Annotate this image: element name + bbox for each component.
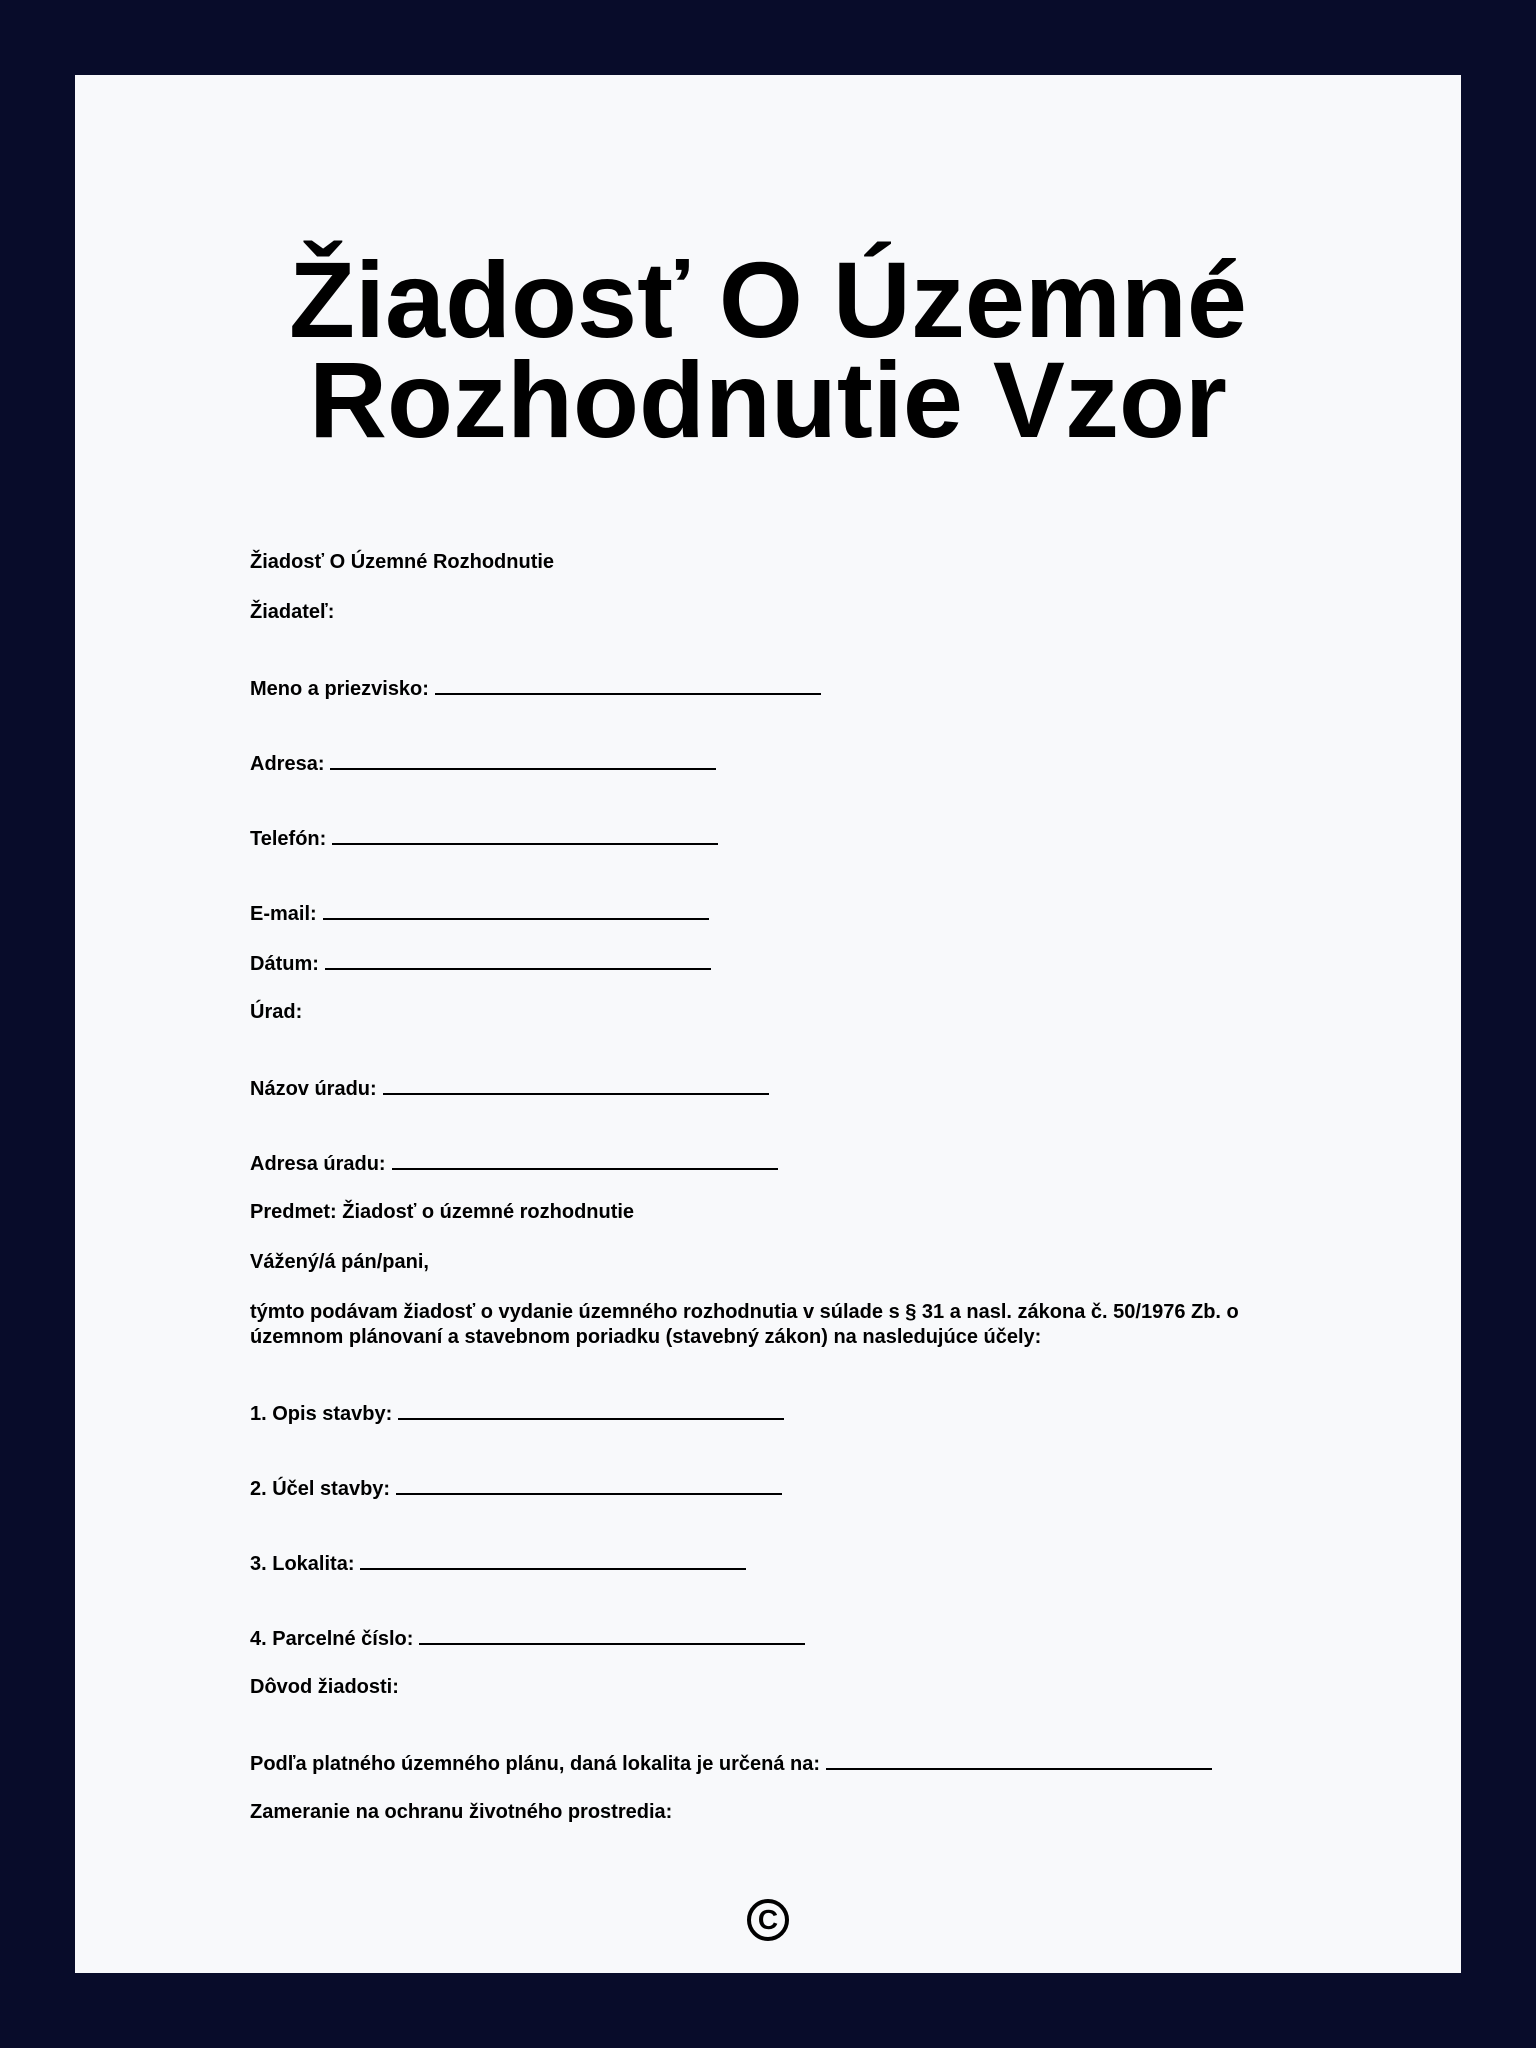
name-field-row <box>250 675 1330 702</box>
item-4-label: 4. Parcelné číslo: <box>250 1628 414 1650</box>
item-3-label: 3. Lokalita: <box>250 1553 355 1575</box>
applicant-section-label: Žiadateľ: <box>250 601 335 623</box>
item-2-label: 2. Účel stavby: <box>250 1478 391 1500</box>
salutation: Vážený/á pán/pani, <box>250 1251 429 1273</box>
item-1-label: 1. Opis stavby: <box>250 1403 393 1425</box>
address-label: Adresa: <box>250 753 325 775</box>
title-line-1: Žiadosť O Územné <box>289 239 1247 360</box>
item-3-field-row <box>250 1550 1330 1577</box>
name-label: Meno a priezvisko: <box>250 678 429 700</box>
plan-label: Podľa platného územného plánu, daná lokalita je určená na: <box>250 1753 821 1775</box>
plan-blank-line <box>826 1750 1212 1770</box>
item-2-blank-line <box>396 1475 782 1495</box>
office-section-label: Úrad: <box>250 1001 303 1023</box>
title-line-2: Rozhodnutie Vzor <box>309 339 1227 460</box>
office-name-field-row <box>250 1075 1330 1102</box>
item-4-blank-line <box>419 1625 805 1645</box>
date-blank-line <box>325 950 711 970</box>
date-field-row <box>250 950 1330 977</box>
email-label: E-mail: <box>250 903 317 925</box>
item-1-blank-line <box>398 1400 784 1420</box>
page-title <box>75 239 1461 460</box>
phone-blank-line <box>332 825 718 845</box>
address-blank-line <box>330 750 716 770</box>
reason-section-label: Dôvod žiadosti: <box>250 1676 399 1698</box>
address-field-row <box>250 750 1330 777</box>
document-heading: Žiadosť O Územné Rozhodnutie <box>250 551 555 573</box>
item-3-blank-line <box>360 1550 746 1570</box>
item-4-field-row <box>250 1625 1330 1652</box>
date-label: Dátum: <box>250 953 319 975</box>
office-name-label: Názov úradu: <box>250 1078 377 1100</box>
document-page <box>75 75 1461 1973</box>
name-blank-line <box>435 675 821 695</box>
item-1-field-row <box>250 1400 1330 1427</box>
phone-field-row <box>250 825 1330 852</box>
office-address-label: Adresa úradu: <box>250 1153 386 1175</box>
office-name-blank-line <box>383 1075 769 1095</box>
phone-label: Telefón: <box>250 828 327 850</box>
plan-field-row <box>250 1750 1330 1777</box>
intro-paragraph: týmto podávam žiadosť o vydanie územného rozhodnutia v súlade s § 31 a nasl. zákona č. 50/1976 Zb. o územnom plánovaní a stavebnom poriadku (stavebný zákon) na nasledujúce účely: <box>250 1301 1239 1348</box>
copyright-icon: C <box>747 1899 789 1941</box>
copyright-mark <box>75 1899 1461 1941</box>
office-address-blank-line <box>392 1150 778 1170</box>
email-blank-line <box>323 900 709 920</box>
email-field-row <box>250 900 1330 927</box>
subject-line: Predmet: Žiadosť o územné rozhodnutie <box>250 1201 635 1223</box>
environment-section-label: Zameranie na ochranu životného prostredia: <box>250 1801 673 1823</box>
item-2-field-row <box>250 1475 1330 1502</box>
office-address-field-row <box>250 1150 1330 1177</box>
